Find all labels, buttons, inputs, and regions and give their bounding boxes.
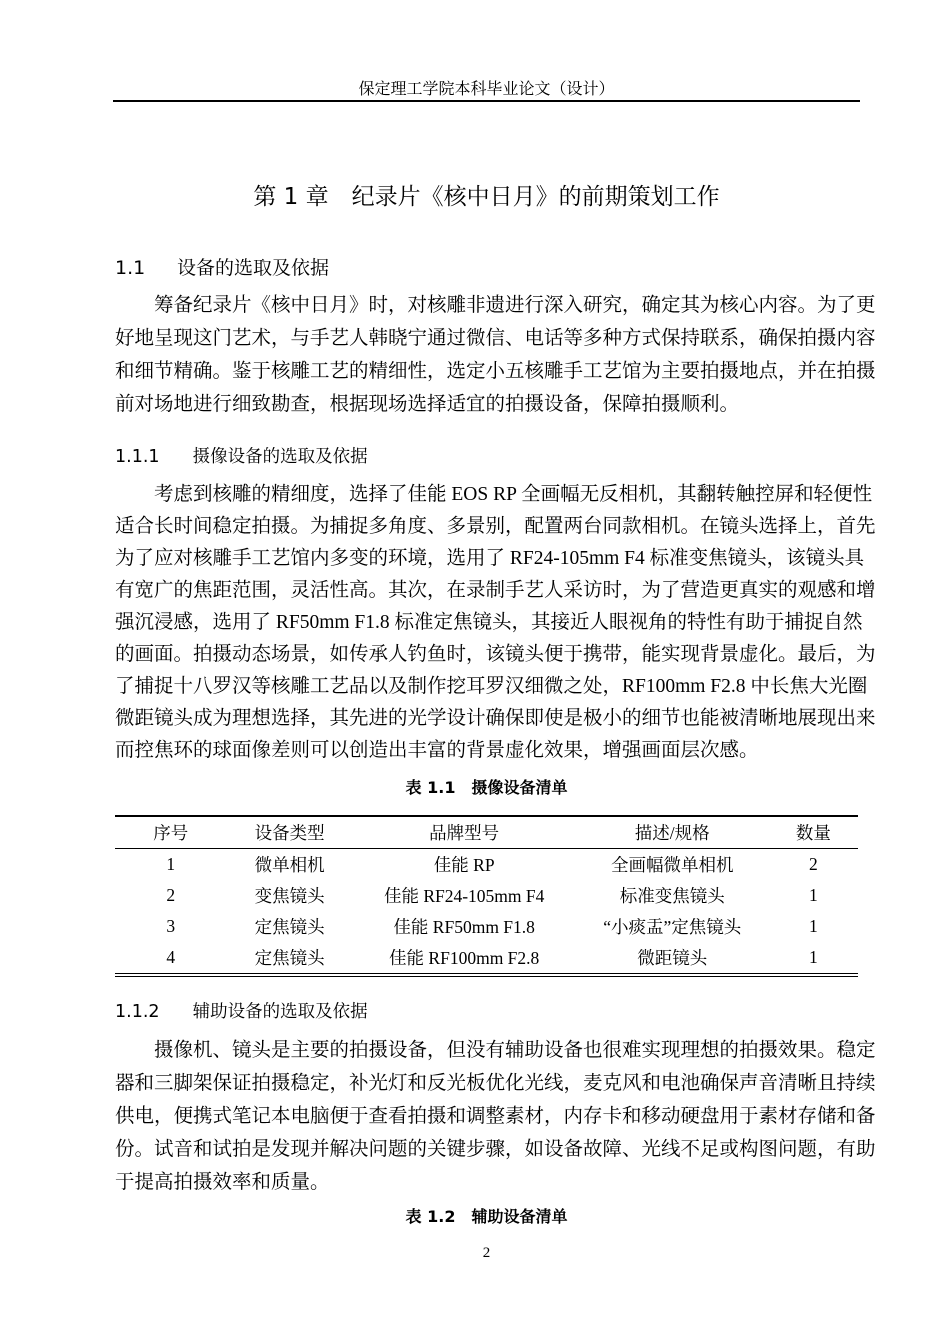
cell: 全画幅微单相机: [610, 855, 734, 875]
cell: 微距镜头: [637, 948, 708, 968]
paragraph-line: 微距镜头成为理想选择，其先进的光学设计确保即使是极小的细节也能被清晰地展现出来: [115, 708, 876, 729]
header-cell: 品牌型号: [429, 823, 500, 843]
cell: 标准变焦镜头: [619, 886, 725, 906]
section-heading-1-1-2: [115, 998, 368, 1023]
cell: 佳能 RF24-105mm F4: [383, 886, 545, 906]
paragraph-line: 供电，便携式笔记本电脑便于查看拍摄和调整素材，内存卡和移动硬盘用于素材存储和备: [115, 1106, 876, 1127]
cell: 佳能 RP: [433, 855, 495, 875]
table-caption-1-1: 表 1.1 摄像设备清单: [405, 778, 568, 797]
section-title: 设备的选取及依据: [177, 257, 330, 279]
paragraph-line: 的画面。拍摄动态场景，如传承人钓鱼时，该镜头便于携带，能实现背景虚化。最后，为: [115, 644, 876, 665]
cell: 定焦镜头: [254, 948, 325, 968]
paragraph-line: 好地呈现这门艺术，与手艺人韩晓宁通过微信、电话等多种方式保持联系，确保拍摄内容: [115, 328, 876, 349]
paragraph-1-1-1: [115, 479, 876, 767]
header-cell: 描述/规格: [634, 823, 710, 843]
table-row: [115, 880, 858, 911]
paragraph-line: 而控焦环的球面像差则可以创造出丰富的背景虚化效果，增强画面层次感。: [115, 740, 759, 761]
section-number: 1.1.1: [115, 447, 160, 467]
paragraph-1-1-2: [115, 1034, 876, 1199]
cell: 定焦镜头: [254, 917, 325, 937]
paragraph-line: 了捕捉十八罗汉等核雕工艺品以及制作挖耳罗汉细微之处，RF100mm F2.8 中长焦大光圈: [115, 676, 868, 697]
cell: 4: [166, 947, 176, 967]
table-row: [115, 942, 858, 975]
camera-equipment-table: [115, 815, 858, 977]
paragraph-line: 于提高拍摄效率和质量。: [115, 1172, 330, 1193]
header-rule: [113, 100, 860, 102]
cell: 1: [809, 947, 818, 967]
cell: 2: [809, 854, 818, 874]
cell: 1: [809, 885, 818, 905]
paragraph-line: 适合长时间稳定拍摄。为捕捉多角度、多景别，配置两台同款相机。在镜头选择上，首先: [115, 516, 876, 537]
paragraph-line: 筹备纪录片《核中日月》时，对核雕非遗进行深入研究，确定其为核心内容。为了更: [154, 295, 876, 316]
header-cell: 数量: [795, 823, 831, 843]
section-title: 辅助设备的选取及依据: [192, 1002, 368, 1022]
running-header: 保定理工学院本科毕业论文（设计）: [358, 81, 615, 98]
paragraph-line: 份。试音和试拍是发现并解决问题的关键步骤，如设备故障、光线不足或构图问题，有助: [115, 1139, 876, 1160]
chapter-title: 第 1 章 纪录片《核中日月》的前期策划工作: [253, 184, 720, 210]
section-title: 摄像设备的选取及依据: [192, 447, 368, 467]
cell: 1: [809, 916, 818, 936]
section-heading-1-1: [115, 253, 329, 280]
section-number: 1.1: [115, 257, 146, 279]
paragraph-1-1: [115, 289, 876, 421]
paragraph-line: 考虑到核雕的精细度，选择了佳能 EOS RP 全画幅无反相机，其翻转触控屏和轻便性: [154, 484, 873, 505]
paragraph-line: 摄像机、镜头是主要的拍摄设备，但没有辅助设备也很难实现理想的拍摄效果。稳定: [154, 1040, 876, 1061]
cell: 1: [166, 854, 176, 874]
section-number: 1.1.2: [115, 1002, 160, 1022]
paragraph-line: 前对场地进行细致勘查，根据现场选择适宜的拍摄设备，保障拍摄顺利。: [115, 394, 740, 415]
cell: 3: [166, 916, 176, 936]
table-row: [115, 911, 858, 942]
paragraph-line: 为了应对核雕手工艺馆内多变的环境，选用了 RF24-105mm F4 标准变焦镜头，该镜头具: [115, 548, 865, 569]
paragraph-line: 和细节精确。鉴于核雕工艺的精细性，选定小五核雕手工艺馆为主要拍摄地点，并在拍摄: [115, 361, 876, 382]
paragraph-line: 器和三脚架保证拍摄稳定，补光灯和反光板优化光线，麦克风和电池确保声音清晰且持续: [115, 1073, 876, 1094]
cell: 佳能 RF100mm F2.8: [389, 948, 540, 968]
section-heading-1-1-1: [115, 443, 368, 468]
cell: “小痰盂”定焦镜头: [603, 917, 742, 937]
header-cell: 设备类型: [254, 823, 325, 843]
cell: 2: [166, 885, 176, 905]
cell: 佳能 RF50mm F1.8: [393, 917, 535, 937]
table-row: [115, 849, 858, 881]
table-caption-1-2: 表 1.2 辅助设备清单: [405, 1207, 568, 1226]
page-number: 2: [482, 1245, 491, 1261]
cell: 变焦镜头: [254, 886, 325, 906]
table-header-row: [115, 816, 858, 849]
header-cell: 序号: [153, 823, 189, 843]
paragraph-line: 强沉浸感，选用了 RF50mm F1.8 标准定焦镜头，其接近人眼视角的特性有助于捕捉自然: [115, 612, 863, 633]
cell: 微单相机: [254, 855, 325, 875]
paragraph-line: 有宽广的焦距范围，灵活性高。其次，在录制手艺人采访时，为了营造更真实的观感和增: [115, 580, 876, 601]
